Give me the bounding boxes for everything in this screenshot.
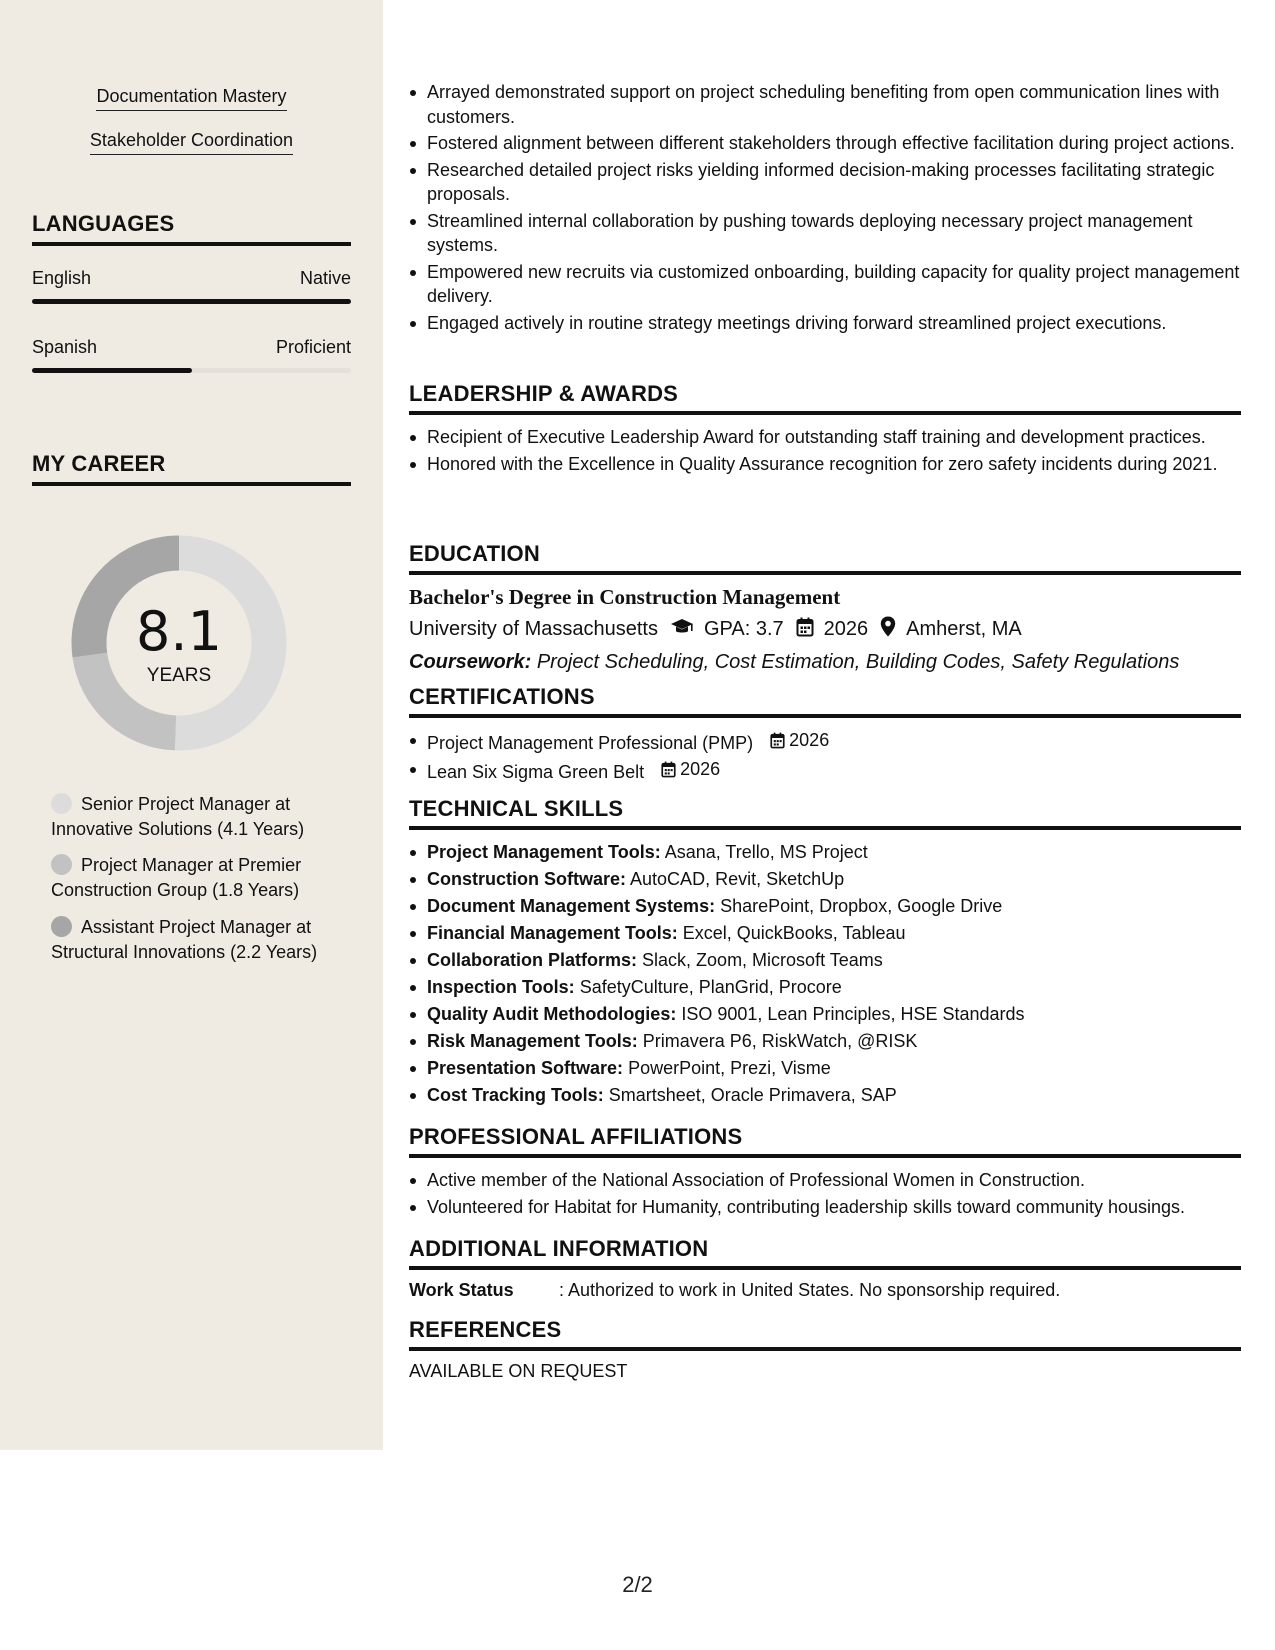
list-item bbox=[409, 1002, 1241, 1027]
language-name: Spanish bbox=[32, 337, 98, 357]
language-name: English bbox=[32, 268, 92, 288]
skill-value: Asana, Trello, MS Project bbox=[664, 842, 868, 862]
skill-value: Slack, Zoom, Microsoft Teams bbox=[642, 950, 883, 970]
list-item bbox=[409, 1029, 1241, 1054]
language-bar-fill bbox=[32, 368, 192, 373]
skill-category: Project Management Tools: bbox=[427, 842, 661, 862]
list-item bbox=[409, 948, 1241, 973]
cert-name: Project Management Professional (PMP) bbox=[427, 732, 754, 753]
list-item bbox=[409, 921, 1241, 946]
skill-value: SharePoint, Dropbox, Google Drive bbox=[720, 896, 1003, 916]
skill-value: Excel, QuickBooks, Tableau bbox=[682, 923, 906, 943]
career-unit: YEARS bbox=[146, 665, 212, 686]
list-item bbox=[409, 840, 1241, 865]
career-heading: MY CAREER bbox=[32, 451, 351, 486]
page-number: 2/2 bbox=[622, 1572, 653, 1597]
career-label: Senior Project Manager at Innovative Solutions (4.1 Years) bbox=[51, 794, 305, 839]
cert-name: Lean Six Sigma Green Belt bbox=[427, 762, 645, 782]
graduation-cap-icon bbox=[670, 618, 694, 642]
legend-dot bbox=[51, 916, 72, 937]
skill-category: Construction Software: bbox=[427, 869, 627, 889]
career-label: Project Manager at Premier Construction Group (1.8 Years) bbox=[51, 855, 302, 900]
legend-dot bbox=[51, 854, 72, 875]
cert-year: 2026 bbox=[789, 730, 830, 750]
info-key: Work Status bbox=[409, 1280, 514, 1300]
skill-value: ISO 9001, Lean Principles, HSE Standards bbox=[681, 1004, 1025, 1024]
skill-links bbox=[0, 86, 383, 174]
skill-item: Stakeholder Coordination bbox=[90, 130, 293, 155]
languages-heading: LANGUAGES bbox=[32, 211, 351, 246]
calendar-icon bbox=[661, 761, 676, 778]
skill-value: AutoCAD, Revit, SketchUp bbox=[630, 869, 845, 889]
career-total: 8.1 bbox=[136, 600, 222, 663]
info-row bbox=[409, 1280, 1241, 1301]
section-title: REFERENCES bbox=[409, 1317, 1241, 1351]
skill-category: Financial Management Tools: bbox=[427, 923, 678, 943]
list-item bbox=[409, 757, 1241, 784]
references-section bbox=[409, 1317, 1241, 1382]
list-item: Engaged actively in routine strategy meetings driving forward streamlined project executions. bbox=[409, 311, 1241, 336]
list-item: Active member of the National Association of Professional Women in Construction. bbox=[409, 1168, 1241, 1193]
list-item: Streamlined internal collaboration by pushing towards deploying necessary project management systems. bbox=[409, 209, 1241, 258]
school-name: University of Massachusetts bbox=[409, 618, 658, 640]
language-level: Proficient bbox=[275, 337, 351, 357]
skill-category: Document Management Systems: bbox=[427, 896, 716, 916]
section-title: ADDITIONAL INFORMATION bbox=[409, 1236, 1241, 1270]
career-label: Assistant Project Manager at Structural Innovations (2.2 Years) bbox=[51, 917, 318, 962]
leadership-section bbox=[409, 381, 1241, 478]
education-section bbox=[409, 541, 1241, 674]
skill-category: Quality Audit Methodologies: bbox=[427, 1004, 677, 1024]
skill-value: Primavera P6, RiskWatch, @RISK bbox=[642, 1031, 918, 1051]
sidebar bbox=[0, 0, 383, 1450]
list-item bbox=[409, 894, 1241, 919]
skill-value: SafetyCulture, PlanGrid, Procore bbox=[579, 977, 842, 997]
career-legend-item bbox=[51, 792, 331, 842]
section-title: TECHNICAL SKILLS bbox=[409, 796, 1241, 830]
additional-info-section bbox=[409, 1236, 1241, 1301]
list-item bbox=[409, 975, 1241, 1000]
location-pin-icon bbox=[880, 616, 896, 643]
skill-category: Presentation Software: bbox=[427, 1058, 624, 1078]
experience-section bbox=[409, 80, 1241, 337]
certifications-section bbox=[409, 684, 1241, 787]
degree-title: Bachelor's Degree in Construction Management bbox=[409, 585, 841, 609]
affiliations-section bbox=[409, 1124, 1241, 1221]
section-title: PROFESSIONAL AFFILIATIONS bbox=[409, 1124, 1241, 1158]
career-legend-item bbox=[51, 853, 331, 903]
coursework-label: Coursework: bbox=[409, 651, 532, 673]
section-title: LEADERSHIP & AWARDS bbox=[409, 381, 1241, 415]
list-item: Recipient of Executive Leadership Award for outstanding staff training and development practices. bbox=[409, 425, 1241, 450]
coursework-list: Project Scheduling, Cost Estimation, Building Codes, Safety Regulations bbox=[536, 651, 1180, 673]
skill-category: Inspection Tools: bbox=[427, 977, 575, 997]
cert-year: 2026 bbox=[680, 759, 721, 780]
list-item: Arrayed demonstrated support on project scheduling benefiting from open communication lines with customers. bbox=[409, 80, 1241, 129]
info-value: : Authorized to work in United States. No sponsorship required. bbox=[559, 1280, 1061, 1300]
skill-category: Collaboration Platforms: bbox=[427, 950, 638, 970]
skill-item: Documentation Mastery bbox=[96, 86, 286, 111]
calendar-icon bbox=[770, 732, 785, 749]
calendar-icon bbox=[796, 617, 814, 643]
technical-skills-section bbox=[409, 796, 1241, 1110]
list-item bbox=[409, 1056, 1241, 1081]
career-donut bbox=[66, 530, 292, 756]
language-row bbox=[32, 337, 351, 358]
gpa: GPA: 3.7 bbox=[703, 618, 784, 640]
list-item: Honored with the Excellence in Quality Assurance recognition for zero safety incidents during 2021. bbox=[409, 452, 1241, 477]
education-details bbox=[409, 616, 1241, 643]
skill-category: Risk Management Tools: bbox=[427, 1031, 638, 1051]
coursework bbox=[409, 651, 1241, 674]
list-item: Fostered alignment between different stakeholders through effective facilitation during project actions. bbox=[409, 131, 1241, 156]
experience-bullets bbox=[409, 80, 1241, 335]
location: Amherst, MA bbox=[906, 618, 1022, 640]
language-bar bbox=[32, 299, 351, 304]
language-bar-fill bbox=[32, 299, 351, 304]
list-item: Empowered new recruits via customized onboarding, building capacity for quality project management delivery. bbox=[409, 260, 1241, 309]
language-level: Native bbox=[299, 268, 351, 288]
skill-value: PowerPoint, Prezi, Visme bbox=[628, 1058, 831, 1078]
list-item: Researched detailed project risks yielding informed decision-making processes facilitating strategic proposals. bbox=[409, 158, 1241, 207]
list-item bbox=[409, 867, 1241, 892]
legend-dot bbox=[51, 793, 72, 814]
language-row bbox=[32, 268, 351, 289]
list-item bbox=[409, 728, 1241, 755]
list-item bbox=[409, 1083, 1241, 1108]
skill-value: Smartsheet, Oracle Primavera, SAP bbox=[608, 1085, 897, 1105]
skill-category: Cost Tracking Tools: bbox=[427, 1085, 604, 1105]
section-title: EDUCATION bbox=[409, 541, 1241, 575]
language-bar bbox=[32, 368, 351, 373]
career-legend-item bbox=[51, 915, 331, 965]
references-text: AVAILABLE ON REQUEST bbox=[409, 1361, 628, 1381]
graduation-year: 2026 bbox=[823, 618, 869, 640]
section-title: CERTIFICATIONS bbox=[409, 684, 1241, 718]
list-item: Volunteered for Habitat for Humanity, contributing leadership skills toward community housings. bbox=[409, 1195, 1241, 1220]
